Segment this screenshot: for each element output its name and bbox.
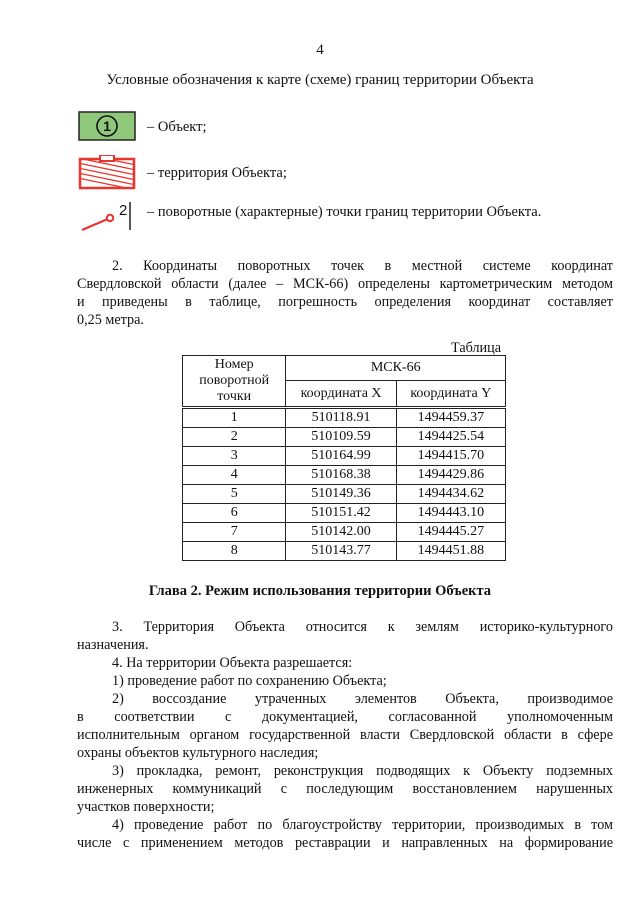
cell-y: 1494434.62 bbox=[396, 485, 505, 504]
para4-item2-line4: охраны объектов культурного наследия; bbox=[77, 745, 319, 761]
cell-point: 1 bbox=[183, 408, 286, 428]
table-caption: Таблица bbox=[451, 340, 502, 356]
cell-point: 7 bbox=[183, 523, 286, 542]
para4-item3-line1: 3) прокладка, ремонт, реконструкция подводящих к Объекту подземных bbox=[112, 763, 613, 779]
cell-y: 1494425.54 bbox=[396, 428, 505, 447]
cell-y: 1494429.86 bbox=[396, 466, 505, 485]
para4-intro: 4. На территории Объекта разрешается: bbox=[112, 655, 353, 671]
object-marker-icon bbox=[78, 111, 136, 141]
legend-title: Условные обозначения к карте (схеме) границ территории Объекта bbox=[106, 72, 534, 88]
cell-x: 510118.91 bbox=[286, 408, 396, 428]
para2-line4: 0,25 метра. bbox=[77, 312, 144, 328]
para4-item1: 1) проведение работ по сохранению Объекта; bbox=[112, 673, 387, 689]
table-row bbox=[183, 504, 506, 523]
para4-item2-line3: исполнительным органом государственной власти Свердловской области в сфере bbox=[77, 727, 613, 743]
col-header-point: Номер поворотной точки bbox=[183, 356, 286, 408]
table-row bbox=[183, 408, 506, 428]
cell-y: 1494415.70 bbox=[396, 447, 505, 466]
legend-point-label: – поворотные (характерные) точки границ территории Объекта. bbox=[147, 204, 542, 220]
para3-line2: назначения. bbox=[77, 637, 149, 653]
object-marker-number: 1 bbox=[103, 118, 111, 134]
para4-item4-line1: 4) проведение работ по благоустройству территории, производимых в том bbox=[112, 817, 613, 833]
cell-x: 510142.00 bbox=[286, 523, 396, 542]
cell-x: 510168.38 bbox=[286, 466, 396, 485]
cell-point: 5 bbox=[183, 485, 286, 504]
cell-x: 510149.36 bbox=[286, 485, 396, 504]
turning-point-icon bbox=[78, 200, 136, 234]
legend-object-label: – Объект; bbox=[147, 119, 207, 135]
para2-line3: и приведены в таблице, погрешность определения координат составляет bbox=[77, 294, 613, 310]
cell-point: 8 bbox=[183, 542, 286, 561]
cell-point: 6 bbox=[183, 504, 286, 523]
para4-item3-line3: участков поверхности; bbox=[77, 799, 215, 815]
para4-item2-line2: в соответствии с документацией, согласованной уполномоченным bbox=[77, 709, 613, 725]
col-header-system: МСК-66 bbox=[286, 356, 506, 381]
cell-point: 3 bbox=[183, 447, 286, 466]
legend-territory-label: – территория Объекта; bbox=[147, 165, 287, 181]
table-row bbox=[183, 428, 506, 447]
cell-x: 510109.59 bbox=[286, 428, 396, 447]
col-header-x: координата X bbox=[286, 381, 396, 408]
para4-item2-line1: 2) воссоздание утраченных элементов Объекта, производимое bbox=[112, 691, 613, 707]
para2-line1: 2. Координаты поворотных точек в местной системе координат bbox=[112, 258, 613, 274]
para4-item4-line2: числе с применением методов реставрации и направленных на формирование bbox=[77, 835, 613, 851]
coordinates-table bbox=[182, 355, 506, 561]
cell-y: 1494445.27 bbox=[396, 523, 505, 542]
cell-point: 2 bbox=[183, 428, 286, 447]
turning-point-number: 2 bbox=[119, 202, 128, 219]
cell-y: 1494459.37 bbox=[396, 408, 505, 428]
page-number: 4 bbox=[316, 42, 324, 58]
table-row bbox=[183, 542, 506, 561]
cell-y: 1494451.88 bbox=[396, 542, 505, 561]
territory-hatch-icon bbox=[78, 155, 136, 191]
table-row bbox=[183, 523, 506, 542]
table-row bbox=[183, 485, 506, 504]
table-row bbox=[183, 466, 506, 485]
cell-y: 1494443.10 bbox=[396, 504, 505, 523]
para2-line2: Свердловской области (далее – МСК-66) определены картометрическим методом bbox=[77, 276, 613, 292]
table-row bbox=[183, 447, 506, 466]
col-header-y: координата Y bbox=[396, 381, 505, 408]
cell-x: 510143.77 bbox=[286, 542, 396, 561]
para4-item3-line2: инженерных коммуникаций с последующим восстановлением нарушенных bbox=[77, 781, 613, 797]
para3-line1: 3. Территория Объекта относится к землям историко-культурного bbox=[112, 619, 613, 635]
cell-x: 510164.99 bbox=[286, 447, 396, 466]
cell-x: 510151.42 bbox=[286, 504, 396, 523]
chapter-title: Глава 2. Режим использования территории Объекта bbox=[148, 583, 492, 599]
cell-point: 4 bbox=[183, 466, 286, 485]
